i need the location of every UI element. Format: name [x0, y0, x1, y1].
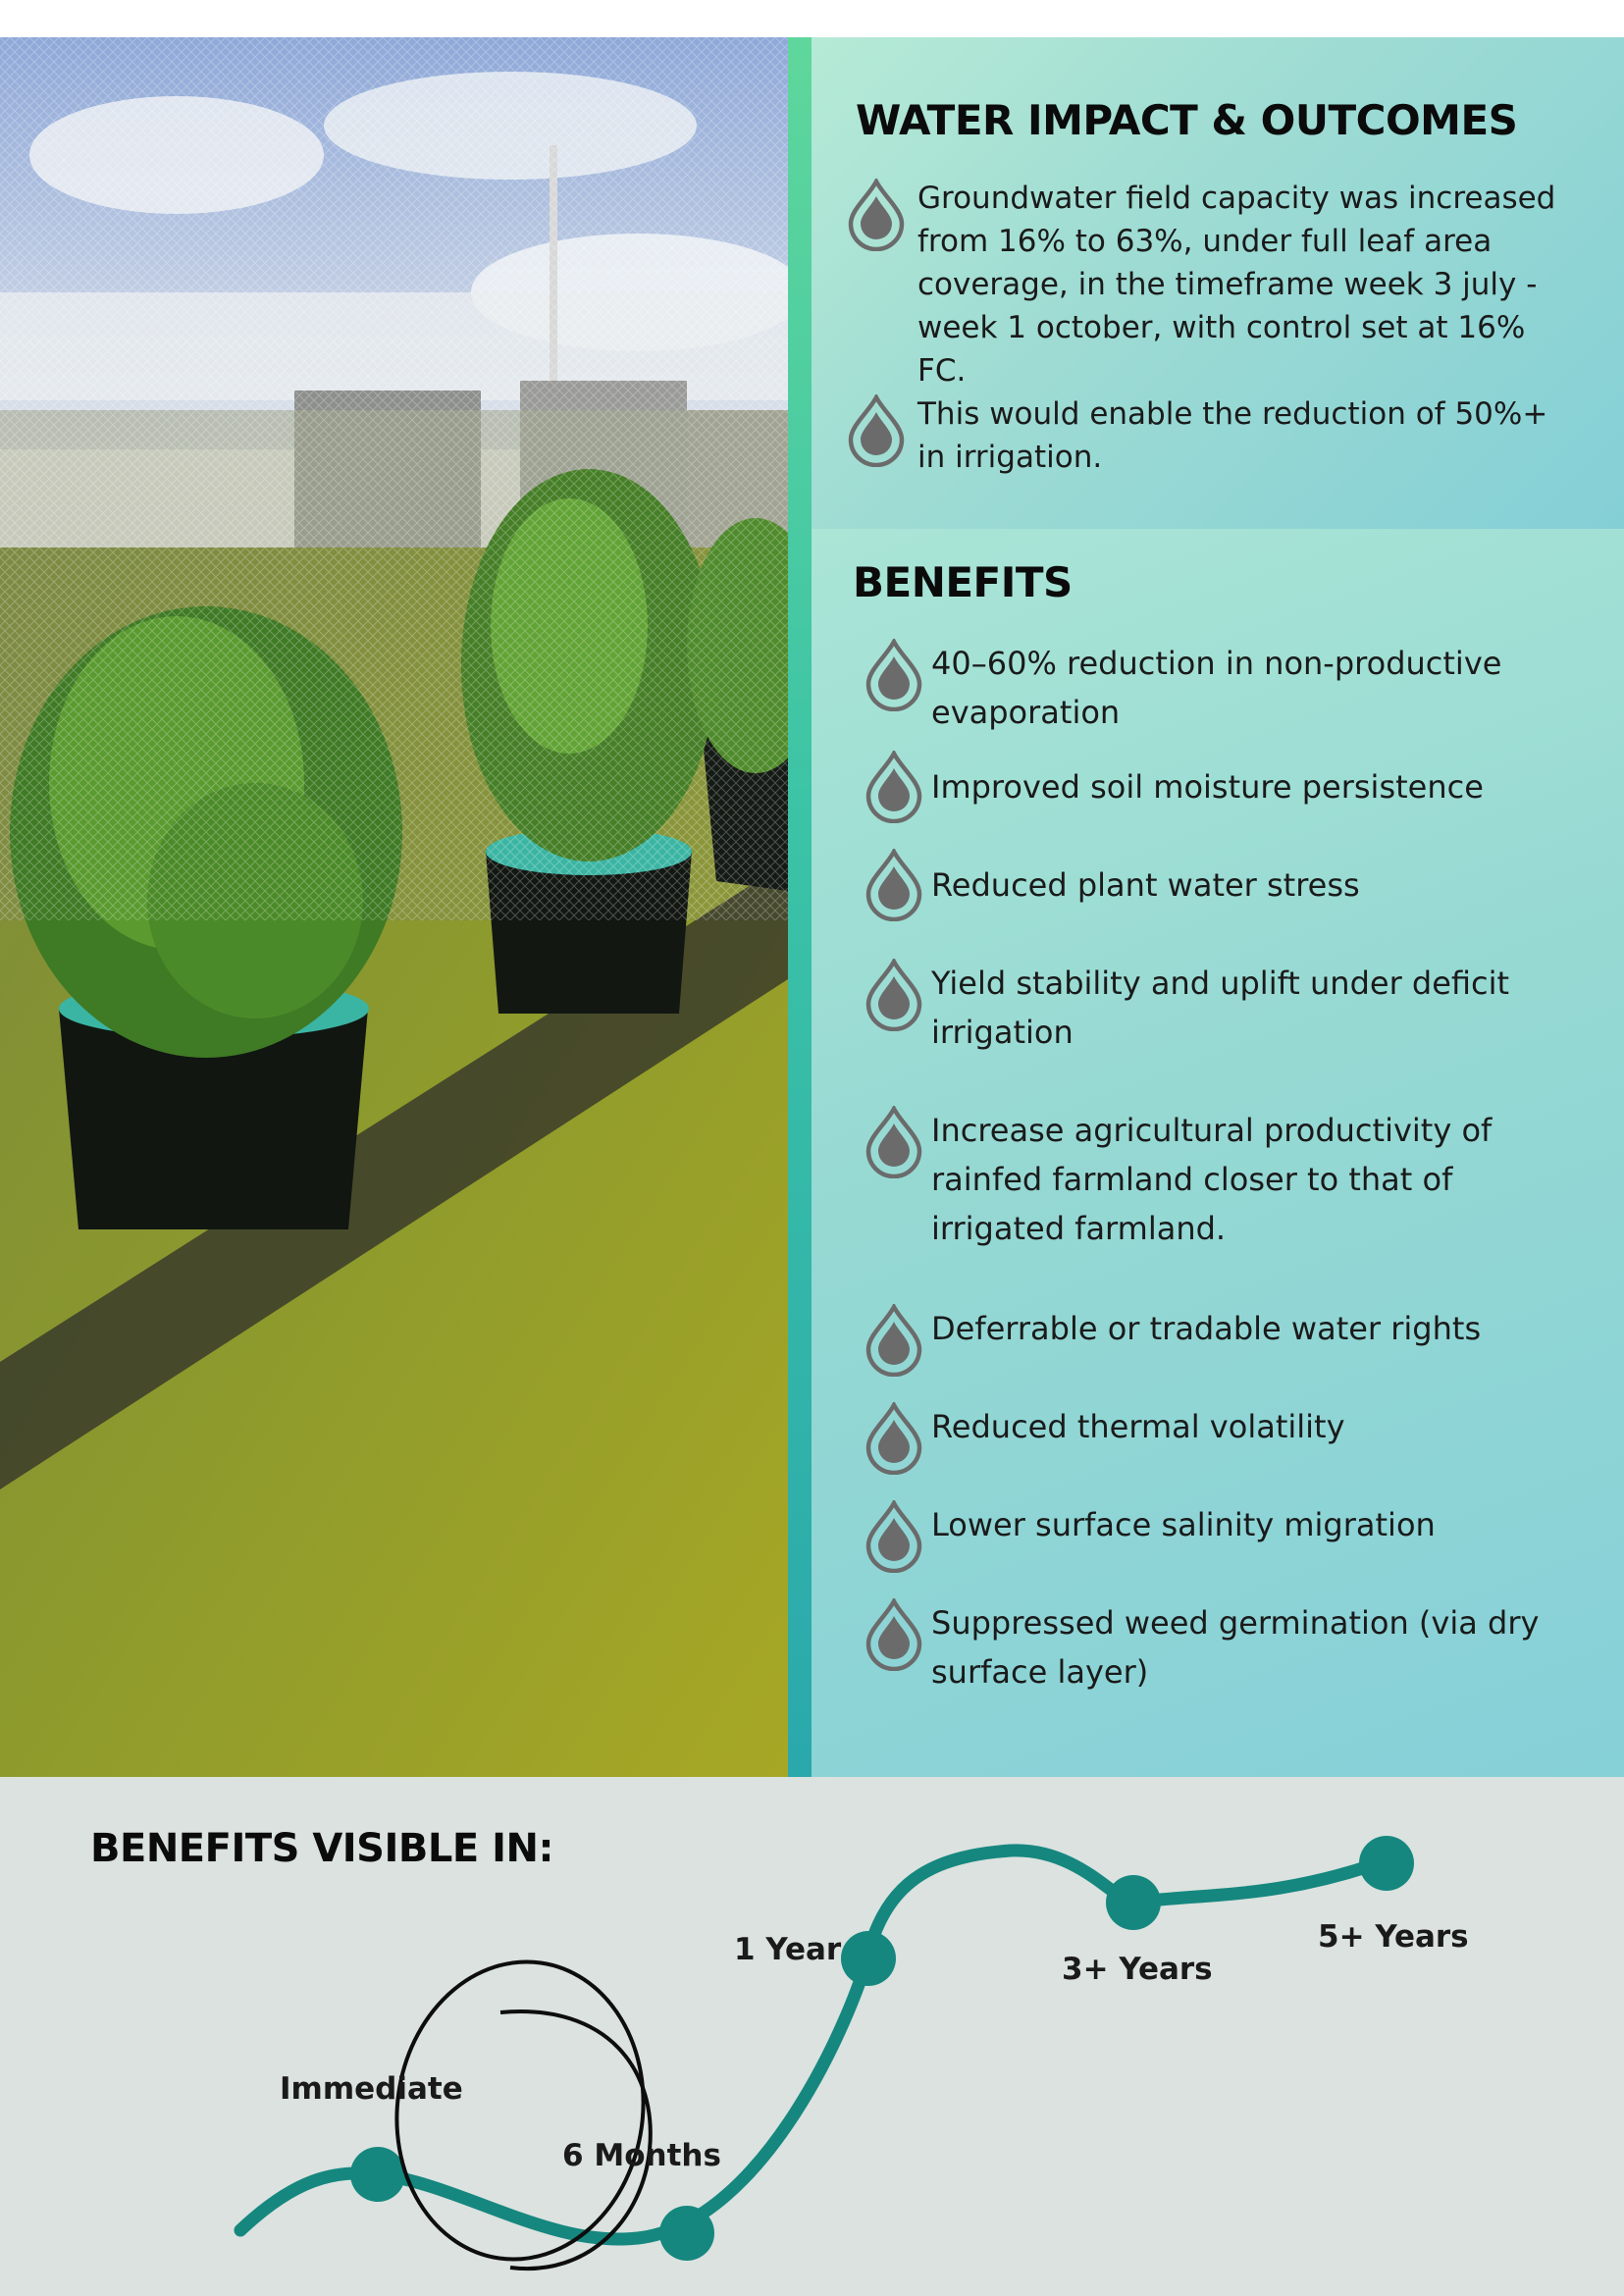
benefit-item: [863, 1402, 1598, 1475]
benefits-panel: [812, 529, 1624, 1777]
water-drop-icon: [863, 1106, 925, 1178]
timeline-dot-1-year: [841, 1931, 896, 1986]
benefit-text: Reduced thermal volatility: [931, 1408, 1345, 1445]
timeline-heading: BENEFITS VISIBLE IN:: [90, 1826, 553, 1871]
greenhouse-photo: [0, 37, 788, 1777]
benefits-heading: BENEFITS: [853, 558, 1073, 606]
benefit-item: [863, 861, 1598, 921]
water-drop-icon: [863, 1304, 925, 1377]
milestone-label: 5+ Years: [1318, 1919, 1469, 1955]
benefit-item: [863, 1500, 1598, 1573]
water-drop-icon: [845, 394, 908, 467]
water-drop-icon: [863, 959, 925, 1031]
water-drop-icon: [863, 1598, 925, 1671]
benefit-text: Deferrable or tradable water rights: [931, 1310, 1482, 1347]
timeline-dot-6-months: [659, 2206, 714, 2261]
milestone-label: 6 Months: [562, 2138, 721, 2173]
benefit-item: [863, 1304, 1598, 1377]
water-drop-icon: [863, 1500, 925, 1573]
impact-text: This would enable the reduction of 50%+ in irrigation.: [917, 396, 1548, 475]
timeline-dot-5-years: [1359, 1836, 1414, 1891]
benefit-text: Improved soil moisture persistence: [931, 768, 1484, 806]
water-drop-icon: [863, 1402, 925, 1475]
impact-item: [845, 177, 1600, 392]
potted-plants-image: [0, 37, 788, 1777]
benefit-text: Suppressed weed germination (via dry surface layer): [931, 1604, 1540, 1691]
benefit-text: Reduced plant water stress: [931, 866, 1360, 904]
benefit-text: 40–60% reduction in non-productive evaporation: [931, 645, 1502, 731]
benefit-text: Yield stability and uplift under deficit irrigation: [931, 965, 1510, 1051]
timeline-curve: [0, 1777, 1624, 2296]
timeline-dot-immediate: [350, 2147, 405, 2202]
hand-drawn-circle: [378, 1946, 662, 2275]
benefit-item: [863, 959, 1598, 1057]
water-drop-icon: [863, 849, 925, 921]
benefit-item: [863, 639, 1598, 737]
benefit-item: [863, 1598, 1598, 1696]
water-drop-icon: [845, 179, 908, 251]
benefit-text: Lower surface salinity migration: [931, 1506, 1436, 1543]
timeline-dot-3-years: [1106, 1875, 1161, 1930]
benefit-item: [863, 762, 1598, 823]
water-drop-icon: [863, 639, 925, 711]
accent-bar: [788, 37, 812, 1777]
water-impact-panel: [812, 37, 1624, 529]
benefit-text: Increase agricultural productivity of rainfed farmland closer to that of irrigated farmland.: [931, 1112, 1493, 1247]
milestone-label: Immediate: [280, 2071, 463, 2107]
impact-text: Groundwater field capacity was increased from 16% to 63%, under full leaf area coverage, in the timeframe week 3 july - week 1 october, with control set at 16% FC.: [917, 181, 1556, 389]
impact-heading: WATER IMPACT & OUTCOMES: [856, 96, 1518, 144]
milestone-label: 1 Year: [734, 1932, 842, 1967]
benefit-item: [863, 1106, 1598, 1253]
impact-item: [845, 392, 1600, 479]
water-drop-icon: [863, 751, 925, 823]
timeline-section: [0, 1777, 1624, 2296]
milestone-label: 3+ Years: [1062, 1952, 1213, 1987]
